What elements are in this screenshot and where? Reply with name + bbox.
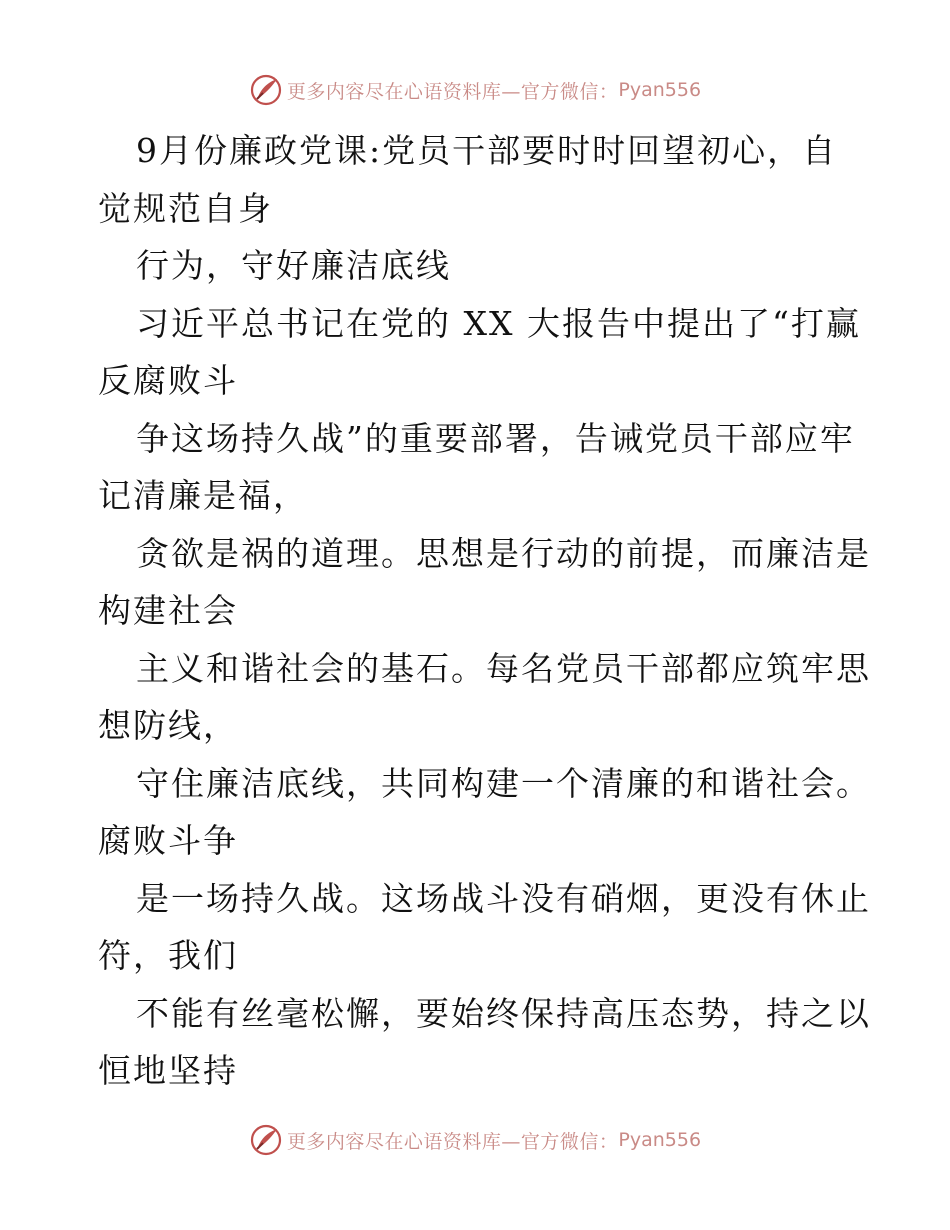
body-line: 行为，守好廉洁底线 <box>136 246 451 285</box>
document-body <box>98 122 871 1100</box>
body-line: 守住廉洁底线，共同构建一个清廉的和谐社会。 <box>136 763 871 803</box>
quill-seal-icon <box>249 1123 283 1157</box>
body-line: 9月份廉政党课:党员干部要时时回望初心，自 <box>136 131 838 170</box>
body-line: 觉规范自身 <box>98 188 273 228</box>
body-line: 恒地坚持 <box>98 1051 238 1090</box>
body-line: 反腐败斗 <box>98 361 238 400</box>
body-line: 想防线， <box>98 706 238 745</box>
body-line: 构建社会 <box>98 591 238 630</box>
header-banner-text: 更多内容尽在心语资料库—官方微信： <box>286 80 619 103</box>
body-line: 符，我们 <box>98 936 238 975</box>
body-line: 争这场持久战”的重要部署，告诫党员干部应牢 <box>136 418 855 458</box>
header-banner <box>0 70 950 110</box>
body-line: 不能有丝毫松懈，要始终保持高压态势，持之以 <box>136 993 871 1033</box>
body-line: 习近平总书记在党的 XX 大报告中提出了“打赢 <box>136 303 861 343</box>
body-line: 腐败斗争 <box>98 821 238 860</box>
footer-banner-text: 更多内容尽在心语资料库—官方微信： <box>286 1130 619 1153</box>
footer-banner <box>0 1120 950 1160</box>
header-wechat-id: Pyan556 <box>618 79 702 101</box>
body-line: 记清廉是福， <box>98 476 308 515</box>
quill-seal-icon <box>249 73 283 107</box>
body-line: 主义和谐社会的基石。每名党员干部都应筑牢思 <box>136 648 871 688</box>
body-line: 是一场持久战。这场战斗没有硝烟，更没有休止 <box>136 878 871 918</box>
body-line: 贪欲是祸的道理。思想是行动的前提，而廉洁是 <box>136 533 871 573</box>
footer-wechat-id: Pyan556 <box>618 1129 702 1151</box>
